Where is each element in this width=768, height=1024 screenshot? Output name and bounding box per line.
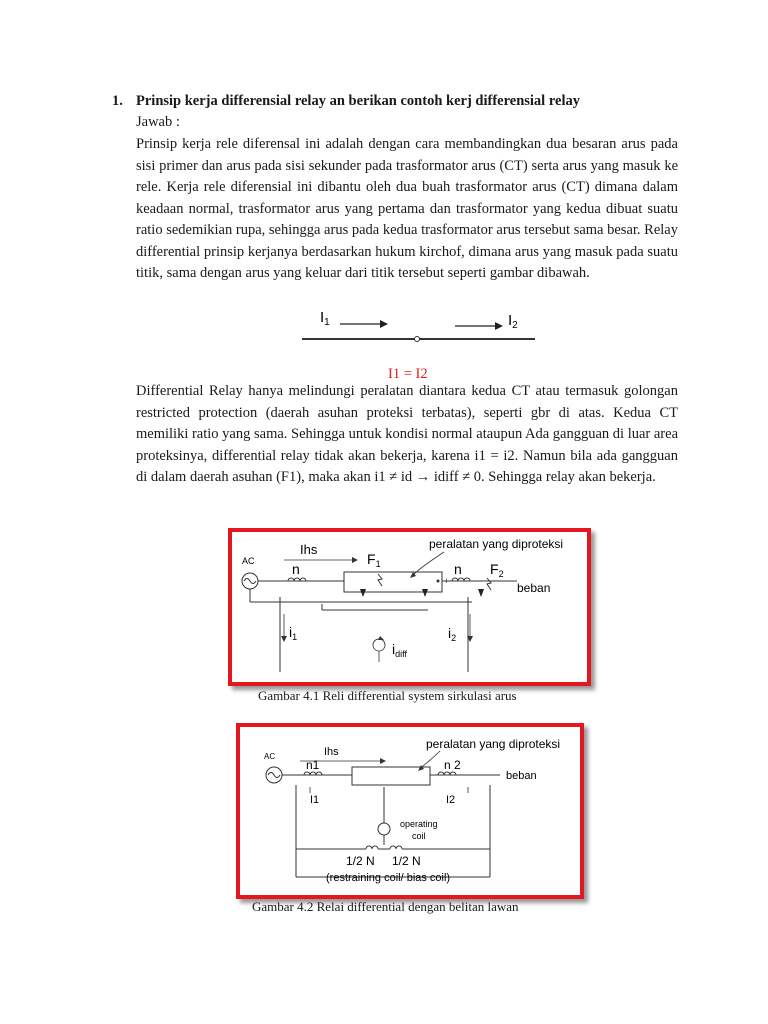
i2-label: $i_2$ xyxy=(448,625,457,643)
load-label: beban xyxy=(506,770,537,782)
half-n-right-label: 1/2 N xyxy=(392,854,421,868)
circulating-current-diagram xyxy=(232,532,587,682)
half-n-left-label: 1/2 N xyxy=(346,854,375,868)
paragraph-differential-relay: Differential Relay hanya melindungi peralatan diantara kedua CT atau termasuk golongan restricted protection (daerah asuhan proteksi terbatas), seperti gbr di atas. Kedua CT memiliki ratio yang sama. Sehingga untuk kondisi normal ataupun Ada gangguan di luar area proteksinya, differential relay tidak akan bekerja, karena i1 = i2. Namun bila ada gangguan di dalam daerah asuhan (F1), maka akan i1 ≠ id → idiff ≠ 0. Sehingga relay akan bekerja. xyxy=(136,383,679,485)
ihs-label: Ihs xyxy=(324,746,339,758)
protected-equipment-label: peralatan yang diproteksi xyxy=(429,537,564,551)
question-number: 1. xyxy=(112,93,123,109)
operating-coil-icon xyxy=(378,823,390,835)
coil-label: coil xyxy=(412,831,426,841)
figure-4-2 xyxy=(236,723,584,899)
label-i2: $I_2$ xyxy=(508,312,518,331)
i1-label: I1 xyxy=(310,794,320,806)
figure-4-1-caption: Gambar 4.1 Reli differential system sirkulasi arus xyxy=(258,688,517,703)
ct-n2-label: n 2 xyxy=(444,758,461,772)
fault-f2-label: $F_2$ xyxy=(490,561,504,579)
ct-n1-label: n1 xyxy=(306,758,320,772)
operating-label: operating xyxy=(400,819,438,829)
idiff-label: $i_{diff}$ xyxy=(392,641,407,659)
answer-label: Jawab : xyxy=(136,114,180,130)
fault-f2-icon xyxy=(487,578,491,590)
figure-4-1 xyxy=(228,528,591,686)
kirchhoff-equation: I1 = I2 xyxy=(388,366,428,382)
question-title: Prinsip kerja differensial relay an berikan contoh kerj differensial relay xyxy=(136,93,580,109)
kirchhoff-node-figure xyxy=(300,302,540,364)
restraining-coil-right-icon xyxy=(390,846,402,849)
restraining-coil-left-icon xyxy=(366,846,378,849)
load-label: beban xyxy=(517,581,551,595)
restraining-coil-label: (restraining coil/ bias coil) xyxy=(326,872,451,884)
biased-differential-diagram xyxy=(240,727,580,895)
figure-4-2-caption: Gambar 4.2 Relai differential dengan belitan lawan xyxy=(252,899,519,914)
i2-label: I2 xyxy=(446,794,456,806)
node-point xyxy=(415,337,420,342)
label-i1: $I_1$ xyxy=(320,309,330,328)
paragraph-principle: Prinsip kerja rele diferensal ini adalah dengan cara membandingkan dua besaran arus pada sisi primer dan arus pada sisi sekunder pada trasformator arus (CT) serta arus yang masuk ke rele. Kerja rele diferensial ini dibantu oleh dua buah trasformator arus (CT) dimana dalam keadaan normal, trasformator arus yang pertama dan trasformator yang kedua dibuat suatu ratio sedemikian rupa, sehingga arus pada kedua trasformator arus tersebut sama besar. Relay differential prinsip kerjanya berdasarkan hukum kirchof, dimana arus yang masuk pada suatu titik, sama dengan arus yang keluar dari titik tersebut seperti gambar dibawah. xyxy=(136,136,678,281)
ihs-label: Ihs xyxy=(300,542,318,557)
ct-left-label: n xyxy=(292,561,300,577)
protected-equipment-label: peralatan yang diproteksi xyxy=(426,737,561,751)
i1-label: $i_1$ xyxy=(289,624,298,642)
fault-f1-icon xyxy=(378,574,382,586)
ac-label: AC xyxy=(264,752,276,761)
fault-f1-label: $F_1$ xyxy=(367,551,381,569)
protected-equipment-box xyxy=(352,767,430,785)
ct-right-label: n xyxy=(454,561,462,577)
svg-text:+: + xyxy=(444,576,450,586)
ac-label: AC xyxy=(242,556,255,566)
